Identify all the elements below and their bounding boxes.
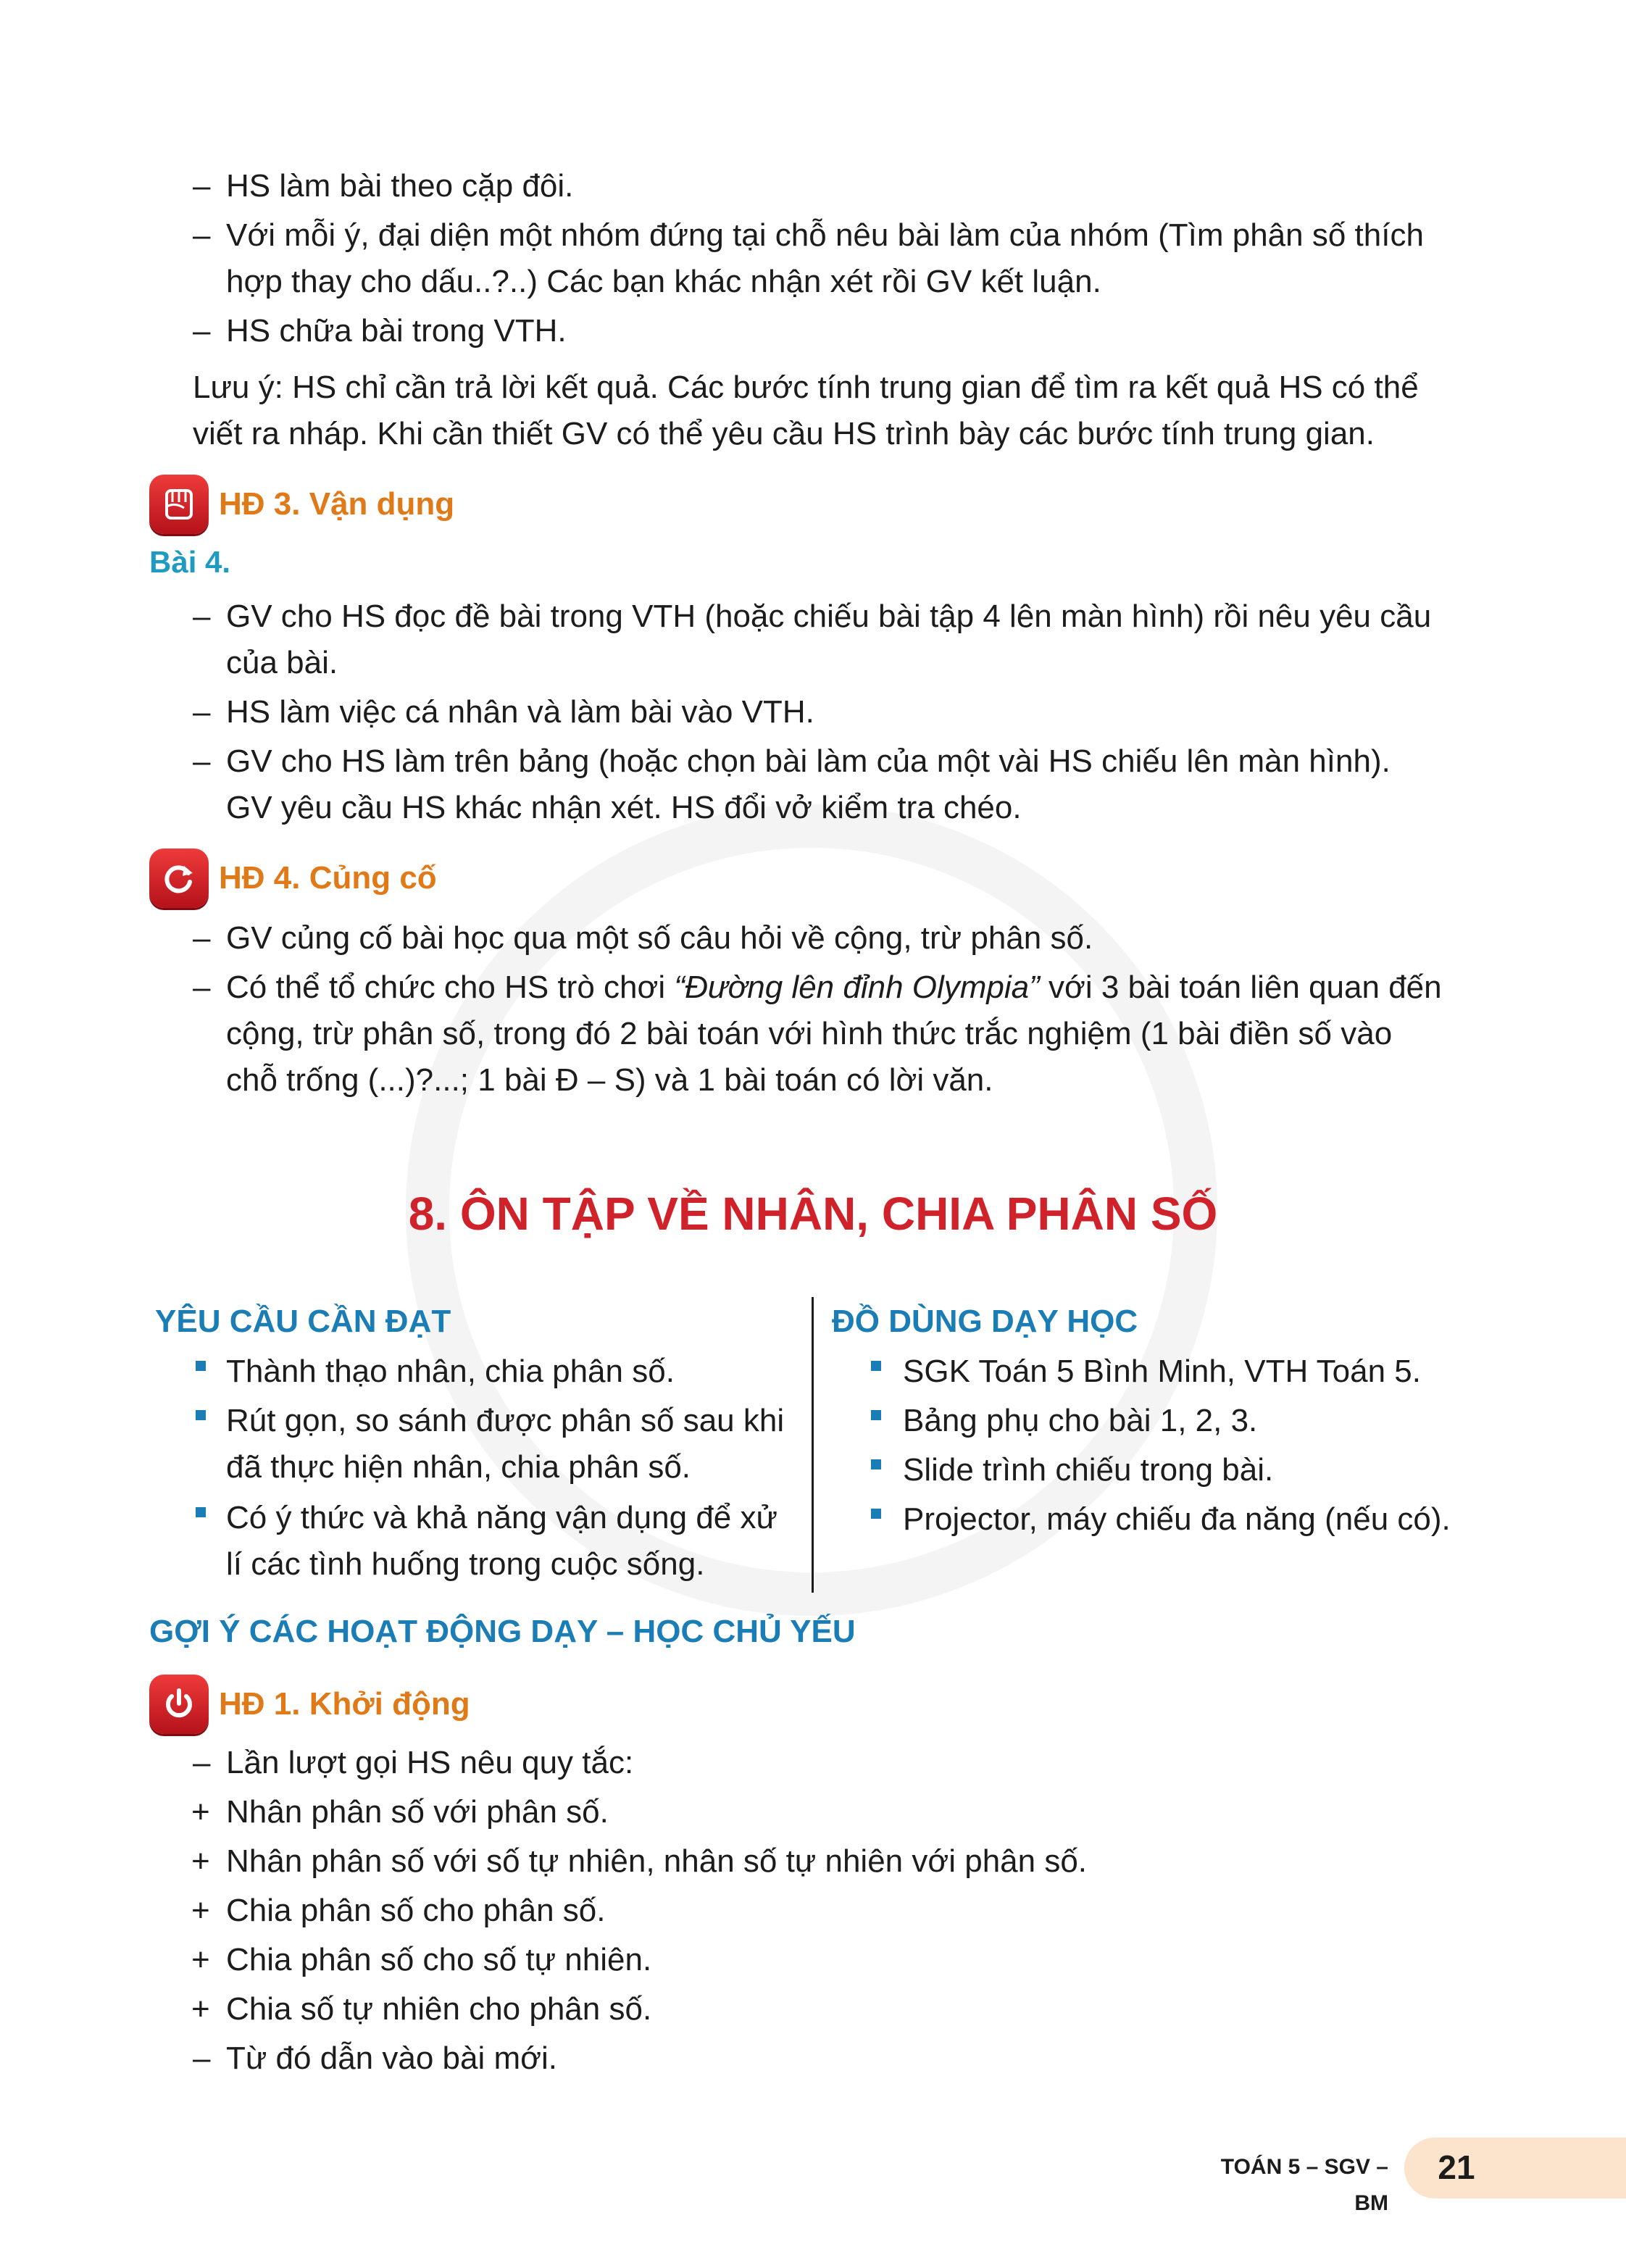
list-item-text: HS làm bài theo cặp đôi. xyxy=(226,168,574,204)
list-marker: + xyxy=(191,1991,210,2027)
bullet-square xyxy=(196,1410,206,1420)
page-number: 21 xyxy=(1438,2148,1475,2186)
hd3-title: HĐ 3. Vận dụng xyxy=(219,486,455,522)
list-marker: – xyxy=(193,694,211,730)
list-marker: – xyxy=(193,168,211,204)
list-item-text: đã thực hiện nhân, chia phân số. xyxy=(226,1449,691,1485)
list-item-text: Projector, máy chiếu đa năng (nếu có). xyxy=(903,1501,1451,1537)
list-item-text: Bảng phụ cho bài 1, 2, 3. xyxy=(903,1403,1258,1438)
list-item-text: Có ý thức và khả năng vận dụng để xử xyxy=(226,1500,777,1535)
list-item-text: GV cho HS đọc đề bài trong VTH (hoặc chiếu bài tập 4 lên màn hình) rồi nêu yêu cầu xyxy=(226,599,1432,634)
hd1-title: HĐ 1. Khởi động xyxy=(219,1686,470,1722)
activities-heading: GỢI Ý CÁC HOẠT ĐỘNG DẠY – HỌC CHỦ YẾU xyxy=(149,1614,856,1649)
list-marker: + xyxy=(191,1843,210,1879)
list-item-text: Chia phân số cho phân số. xyxy=(226,1893,606,1928)
list-marker: + xyxy=(191,1893,210,1928)
list-item-text: Lần lượt gọi HS nêu quy tắc: xyxy=(226,1745,634,1780)
bullet-square xyxy=(871,1361,881,1371)
bullet-square xyxy=(871,1509,881,1519)
bullet-square xyxy=(871,1410,881,1420)
list-item-text: Nhân phân số với số tự nhiên, nhân số tự nhiên với phân số. xyxy=(226,1843,1088,1879)
list-marker: – xyxy=(193,599,211,634)
exercise-label: Bài 4. xyxy=(149,545,231,579)
list-item-text: HS chữa bài trong VTH. xyxy=(226,313,567,349)
list-item-text: Thành thạo nhân, chia phân số. xyxy=(226,1354,675,1389)
requirements-heading: YÊU CẦU CẦN ĐẠT xyxy=(155,1304,451,1339)
list-item-text: GV củng cố bài học qua một số câu hỏi về cộng, trừ phân số. xyxy=(226,920,1093,956)
list-marker: – xyxy=(193,920,211,956)
list-marker: – xyxy=(193,2040,211,2076)
hd3-heading xyxy=(149,475,454,533)
column-divider xyxy=(812,1297,814,1593)
list-item-text: cộng, trừ phân số, trong đó 2 bài toán với hình thức trắc nghiệm (1 bài điền số vào xyxy=(226,1016,1393,1051)
text-run: Có thể tổ chức cho HS trò chơi xyxy=(226,970,675,1005)
list-item-text xyxy=(226,964,1442,1012)
game-name: “Đường lên đỉnh Olympia” xyxy=(674,970,1040,1005)
list-marker: – xyxy=(193,970,211,1005)
section-title: 8. ÔN TẬP VỀ NHÂN, CHIA PHÂN SỐ xyxy=(408,1188,1218,1240)
list-item-text: lí các tình huống trong cuộc sống. xyxy=(226,1546,705,1582)
note-text: viết ra nháp. Khi cần thiết GV có thể yêu cầu HS trình bày các bước tính trung gian. xyxy=(193,416,1375,451)
list-item-text: của bài. xyxy=(226,645,338,680)
list-item-text: Nhân phân số với phân số. xyxy=(226,1794,609,1830)
list-marker: – xyxy=(193,743,211,779)
materials-heading: ĐỒ DÙNG DẠY HỌC xyxy=(832,1304,1138,1339)
list-marker: + xyxy=(191,1794,210,1830)
fist-icon xyxy=(149,475,209,534)
list-item-text: GV cho HS làm trên bảng (hoặc chọn bài làm của một vài HS chiếu lên màn hình). xyxy=(226,743,1391,779)
bullet-square xyxy=(196,1361,206,1371)
bullet-square xyxy=(871,1459,881,1469)
list-item-text: Slide trình chiếu trong bài. xyxy=(903,1452,1274,1488)
refresh-icon xyxy=(149,849,209,908)
list-marker: + xyxy=(191,1942,210,1977)
list-item-text: Rút gọn, so sánh được phân số sau khi xyxy=(226,1403,785,1438)
book-label: TOÁN 5 – SGV – BM xyxy=(1220,2155,1388,2215)
hd4-heading xyxy=(149,849,437,907)
hd1-heading xyxy=(149,1675,470,1733)
list-item-text: Từ đó dẫn vào bài mới. xyxy=(226,2040,557,2076)
hd4-title: HĐ 4. Củng cố xyxy=(219,860,437,896)
note-text: Lưu ý: HS chỉ cần trả lời kết quả. Các bước tính trung gian để tìm ra kết quả HS có thể xyxy=(193,370,1419,405)
list-item-text: Chia số tự nhiên cho phân số. xyxy=(226,1991,652,2027)
text-run: với 3 bài toán liên quan đến xyxy=(1039,970,1442,1005)
list-item-text: GV yêu cầu HS khác nhận xét. HS đổi vở kiểm tra chéo. xyxy=(226,790,1022,825)
list-item-text: Với mỗi ý, đại diện một nhóm đứng tại chỗ nêu bài làm của nhóm (Tìm phân số thích xyxy=(226,217,1424,253)
list-marker: – xyxy=(193,1745,211,1780)
list-marker: – xyxy=(193,217,211,253)
list-item-text: Chia phân số cho số tự nhiên. xyxy=(226,1942,652,1977)
bullet-square xyxy=(196,1507,206,1517)
list-item-text: hợp thay cho dấu..?..) Các bạn khác nhận xét rồi GV kết luận. xyxy=(226,264,1101,299)
power-icon xyxy=(149,1675,209,1734)
list-item-text: chỗ trống (...)?...; 1 bài Đ – S) và 1 bài toán có lời văn. xyxy=(226,1062,993,1098)
list-item-text: SGK Toán 5 Bình Minh, VTH Toán 5. xyxy=(903,1354,1421,1389)
list-item-text: HS làm việc cá nhân và làm bài vào VTH. xyxy=(226,694,814,730)
list-marker: – xyxy=(193,313,211,349)
